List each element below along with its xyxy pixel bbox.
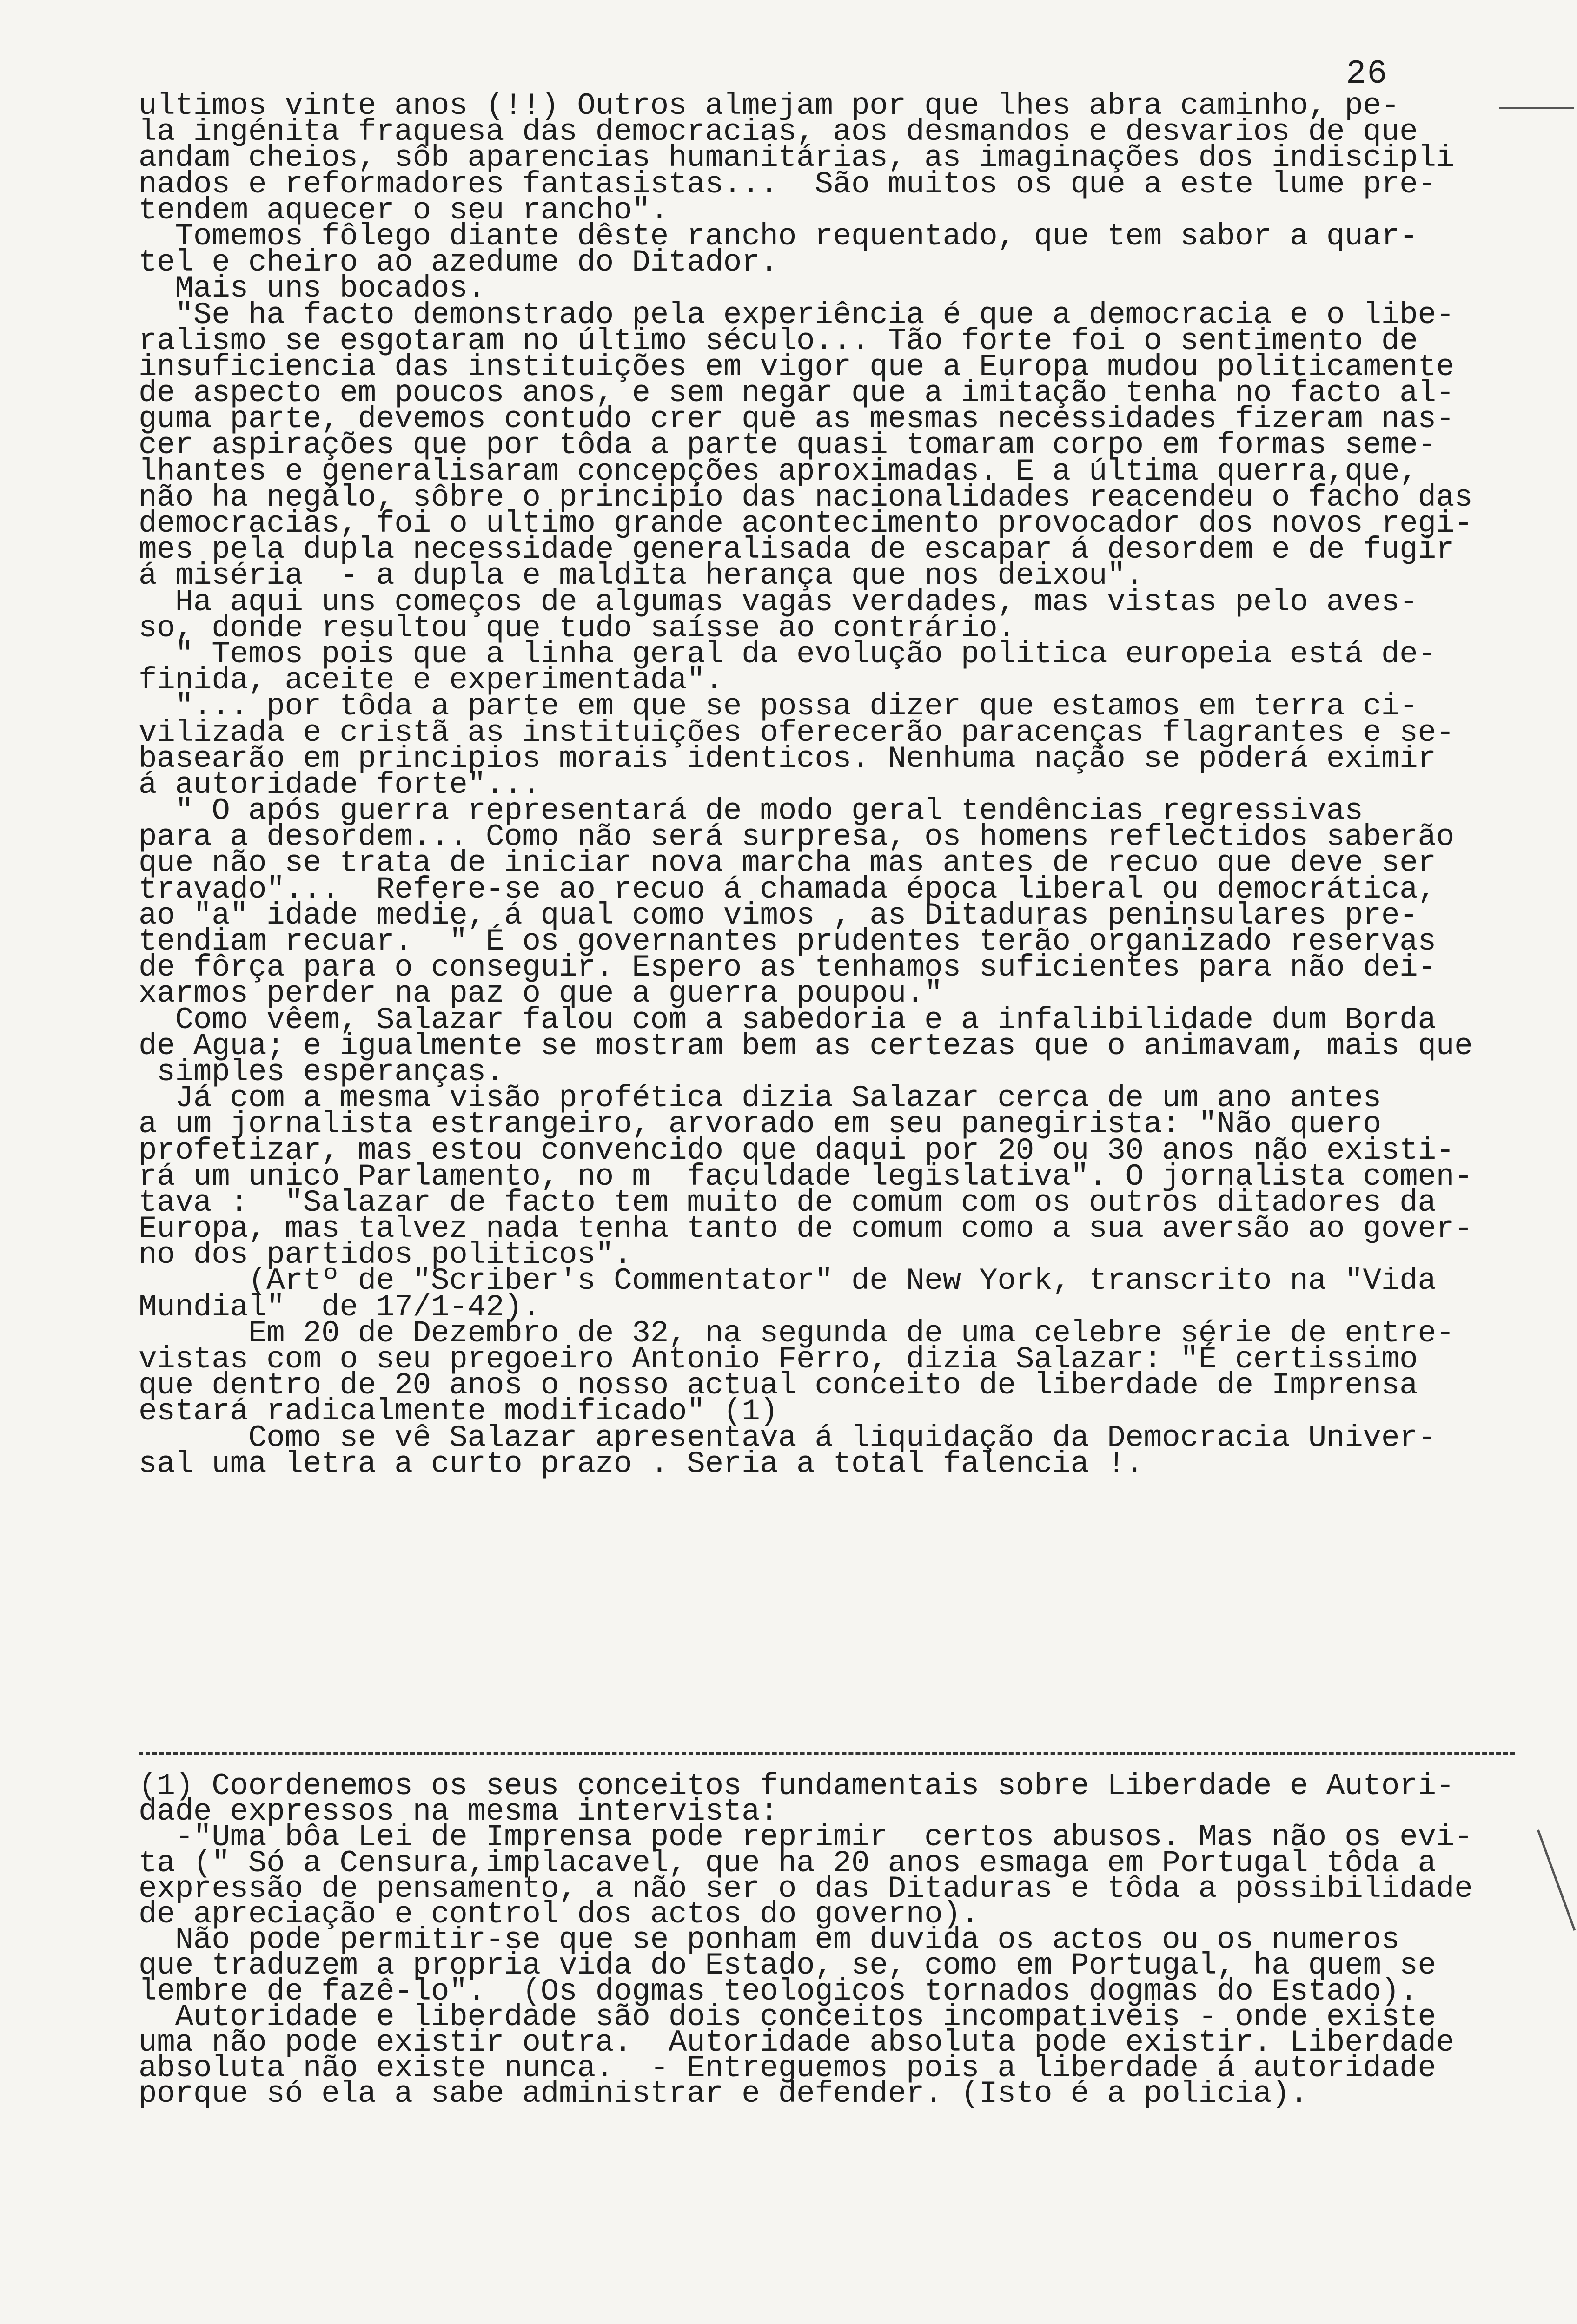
footnote-line: ta (" Só a Censura,implacavel, que ha 20 anos esmaga em Portugal tôda a (139, 1845, 1436, 1881)
text-line: de fôrça para o conseguir. Espero as tenhamos suficientes para não dei- (139, 950, 1436, 985)
text-line: Como vêem, Salazar falou com a sabedoria e a infalibilidade dum Borda (139, 1002, 1436, 1037)
text-line: " O após guerra representará de modo geral tendências regressivas (139, 793, 1363, 829)
text-line: á miséria - a dupla e maldita herança que nos deixou". (139, 558, 1144, 594)
text-line: "... por tôda a parte em que se possa dizer que estamos em terra ci- (139, 689, 1418, 724)
page-number: 26 (1346, 55, 1388, 93)
text-line: Em 20 de Dezembro de 32, na segunda de uma celebre série de entre- (139, 1315, 1455, 1351)
text-line: guma parte, devemos contudo crer que as mesmas necessidades fizeram nas- (139, 402, 1455, 437)
text-line: Como se vê Salazar apresentava á liquidação da Democracia Univer- (139, 1420, 1436, 1455)
text-line: basearão em principios morais identicos. Nenhuma nação se poderá eximir (139, 741, 1436, 776)
footnote-line: Autoridade e liberdade são dois conceitos incompativeis - onde existe (139, 1999, 1436, 2034)
text-line: so, donde resultou que tudo saísse ao contrário. (139, 610, 1016, 646)
text-line: Ha aqui uns começos de algumas vagas verdades, mas vistas pelo aves- (139, 584, 1418, 620)
text-line: a um jornalista estrangeiro, arvorado em seu panegirista: "Não quero (139, 1107, 1381, 1142)
text-line: xarmos perder na paz o que a guerra poupou." (139, 976, 943, 1011)
text-line: á autoridade forte"... (139, 767, 541, 802)
text-line: que dentro de 20 anos o nosso actual conceito de liberdade de Imprensa (139, 1368, 1418, 1403)
text-line: sal uma letra a curto prazo . Seria a total falencia !. (139, 1446, 1144, 1481)
text-line: vilizada e cristã as instituições oferecerão paracenças flagrantes e se- (139, 715, 1455, 750)
text-line: Mais uns bocados. (139, 271, 486, 306)
footnote-line: absoluta não existe nunca. - Entreguemos pois a liberdade á autoridade (139, 2051, 1436, 2086)
text-line: rá um unico Parlamento, no m faculdade legislativa". O jornalista comen- (139, 1159, 1473, 1194)
text-line: vistas com o seu pregoeiro Antonio Ferro, dizia Salazar: "É certissimo (139, 1342, 1418, 1377)
text-line: finida, aceite e experimentada". (139, 663, 723, 698)
text-line: Mundial" de 17/1-42). (139, 1289, 541, 1325)
footnote-line: uma não pode existir outra. Autoridade absoluta pode existir. Liberdade (139, 2025, 1455, 2060)
text-line: no dos partidos politicos". (139, 1237, 632, 1273)
text-line: cer aspirações que por tôda a parte quasi tomaram corpo em formas seme- (139, 428, 1436, 463)
text-line: ralismo se esgotaram no último século... Tão forte foi o sentimento de (139, 323, 1418, 358)
text-line: nados e reformadores fantasistas... São muitos os que a este lume pre- (139, 166, 1436, 202)
footnote-line: -"Uma bôa Lei de Imprensa pode reprimir certos abusos. Mas não os evi- (139, 1820, 1473, 1855)
footnote-line: (1) Coordenemos os seus conceitos fundamentais sobre Liberdade e Autori- (139, 1769, 1455, 1803)
footnote-line: de apreciação e control dos actos do governo). (139, 1896, 980, 1932)
footnote-line: lembre de fazê-lo". (Os dogmas teologicos tornados dogmas do Estado). (139, 1974, 1418, 2009)
text-line: simples esperanças. (139, 1054, 504, 1089)
text-line: ultimos vinte anos (!!) Outros almejam por que lhes abra caminho, pe- (139, 88, 1400, 123)
text-line: "Se ha facto demonstrado pela experiência é que a democracia e o libe- (139, 297, 1455, 332)
text-line: ao "a" idade medie, á qual como vimos , as Ditaduras peninsulares pre- (139, 898, 1418, 933)
text-line: mes pela dupla necessidade generalisada de escapar á desordem e de fugir (139, 532, 1455, 568)
main-text-block (139, 88, 1515, 1481)
footnote-line: que traduzem a propria vida do Estado, se, como em Portugal, ha quem se (139, 1948, 1436, 1983)
text-line: tel e cheiro ao azedume do Ditador. (139, 245, 778, 280)
text-line: travado"... Refere-se ao recuo á chamada época liberal ou democrática, (139, 872, 1436, 907)
text-line: tendiam recuar. " É os governantes prudentes terão organizado reservas (139, 924, 1436, 959)
text-line: andam cheios, sôb aparencias humanitárias, as imaginações dos indiscipli (139, 140, 1455, 176)
text-line: la ingénita fraquesa das democracias, aos desmandos e desvarios de que (139, 114, 1418, 150)
footnote-line: expressão de pensamento, a não ser o das Ditaduras e tôda a possibilidade (139, 1871, 1473, 1906)
text-line: estará radicalmente modificado" (1) (139, 1394, 778, 1429)
footnote-separator (139, 1752, 1515, 1755)
text-line: de aspecto em poucos anos, e sem negar que a imitação tenha no facto al- (139, 376, 1455, 411)
text-line: de Agua; e igualmente se mostram bem as certezas que o animavam, mais que (139, 1028, 1473, 1063)
text-line: insuficiencia das instituições em vigor que a Europa mudou politicamente (139, 349, 1455, 384)
text-line: Já com a mesma visão profética dizia Salazar cerca de um ano antes (139, 1081, 1381, 1116)
text-line: para a desordem... Como não será surpresa, os homens reflectidos saberão (139, 819, 1455, 855)
text-line: profetizar, mas estou convencido que daqui por 20 ou 30 anos não existi- (139, 1133, 1455, 1168)
text-line: democracias, foi o ultimo grande acontecimento provocador dos novos regi- (139, 506, 1473, 541)
footnote-line: Não pode permitir-se que se ponham em duvida os actos ou os numeros (139, 1922, 1400, 1958)
right-margin-mark (1537, 1829, 1576, 1931)
text-line: " Temos pois que a linha geral da evolução politica europeia está de- (139, 636, 1436, 672)
text-line: Tomemos fôlego diante dêste rancho requentado, que tem sabor a quar- (139, 218, 1418, 254)
text-line: (Artº de "Scriber's Commentator" de New York, transcrito na "Vida (139, 1263, 1436, 1299)
footnote-block (139, 1769, 1515, 2112)
text-line: Europa, mas talvez nada tenha tanto de comum como a sua aversão ao gover- (139, 1211, 1473, 1247)
text-line: tava : "Salazar de facto tem muito de comum com os outros ditadores da (139, 1185, 1436, 1220)
text-line: tendem aquecer o seu rancho". (139, 192, 669, 228)
text-line: lhantes e generalisaram concepções aproximadas. E a última querra,que, (139, 454, 1418, 489)
text-line: não ha negálo, sôbre o principio das nacionalidades reacendeu o facho das (139, 480, 1473, 515)
footnote-line: porque só ela a sabe administrar e defender. (Isto é a policia). (139, 2076, 1308, 2112)
text-line: que não se trata de iniciar nova marcha mas antes de recuo que deve ser (139, 845, 1436, 881)
footnote-line: dade expressos na mesma intervista: (139, 1794, 778, 1829)
